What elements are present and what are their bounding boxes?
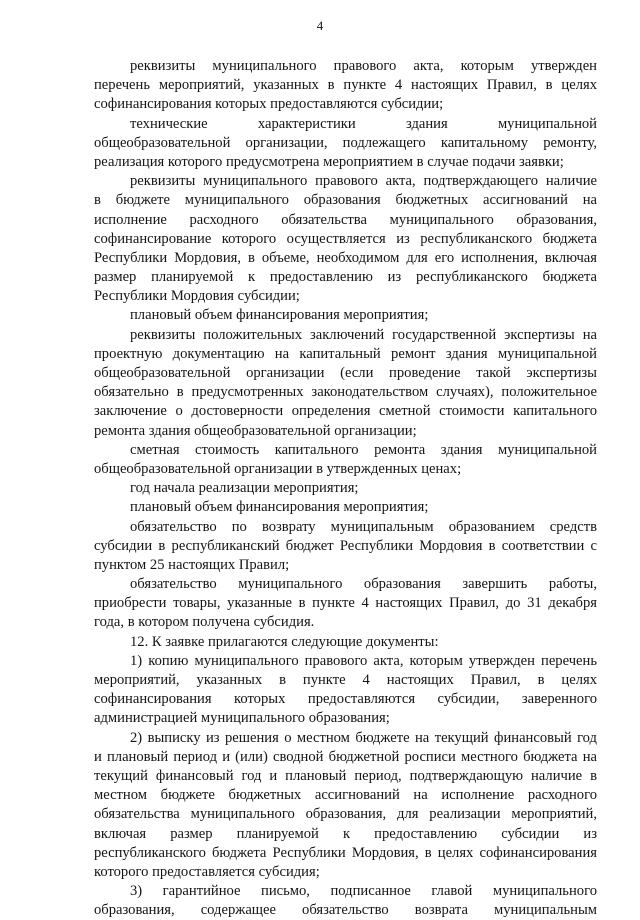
text-line: общеобразовательной организации, подлежащего капитальному ремонту, [94, 134, 597, 151]
text-line: администрацией муниципального образования; [94, 710, 390, 727]
text-line: текущий финансовый год и плановый период, подтверждающую наличие в [94, 767, 597, 784]
text-line: проектную документацию на капитальный ремонт здания муниципальной [94, 345, 597, 362]
text-line: пунктом 25 настоящих Правил; [94, 556, 290, 573]
text-line: образования, содержащее обязательство возврата муниципальным [94, 902, 597, 919]
text-line: размер планируемой к предоставлению из республиканского бюджета [94, 269, 597, 286]
page-number: 4 [316, 18, 324, 33]
text-line: местном бюджете бюджетных ассигнований на исполнение расходного [94, 787, 597, 804]
text-line: республиканского бюджета Республики Мордовия, в целях софинансирования [94, 844, 597, 861]
text-line: обязательство муниципального образования завершить работы, [130, 576, 597, 593]
text-line: реализация которого предусмотрена мероприятием в случае подачи заявки; [94, 153, 564, 170]
text-line: год начала реализации мероприятия; [130, 480, 359, 497]
text-line: которого предоставляется субсидия; [94, 863, 320, 880]
document-body [94, 57, 597, 920]
text-line: Республики Мордовия субсидии; [94, 288, 300, 305]
text-line: общеобразовательной организации (если проведение такой экспертизы [94, 365, 597, 381]
text-line: субсидии в республиканский бюджет Республики Мордовия в соответствии с [94, 537, 597, 554]
text-line: софинансирование которого осуществляется из республиканского бюджета [94, 230, 597, 247]
text-line: реквизиты муниципального правового акта, которым утвержден [130, 58, 597, 74]
text-line: Республики Мордовия, в объеме, необходимом для его исполнения, включая [94, 249, 597, 266]
text-line: года, в котором получена субсидия. [94, 614, 315, 631]
text-line: обязательства муниципального образования, для реализации мероприятий, [94, 806, 597, 823]
text-line: приобрести товары, указанные в пункте 4 настоящих Правил, до 31 декабря [94, 595, 597, 612]
text-line: 1) копию муниципального правового акта, которым утвержден перечень [130, 652, 597, 669]
text-line: обязательно в предусмотренных законодательством случаях), положительное [94, 384, 597, 401]
text-line: софинансирования которых предоставляются субсидии, заверенного [94, 691, 597, 708]
text-line: 3) гарантийное письмо, подписанное главой муниципального [130, 883, 597, 900]
text-line: реквизиты муниципального правового акта, подтверждающего наличие [130, 173, 597, 190]
text-line: в бюджете муниципального образования бюджетных ассигнований на [94, 192, 597, 209]
text-line: 2) выписку из решения о местном бюджете на текущий финансовый год [130, 729, 597, 746]
text-line: 12. К заявке прилагаются следующие документы: [130, 633, 439, 650]
text-line: включая размер планируемой к предоставлению субсидии из [94, 825, 597, 842]
text-line: ремонта здания общеобразовательной организации; [94, 422, 417, 439]
text-line: общеобразовательной организации в утвержденных ценах; [94, 460, 462, 477]
text-line: исполнение расходного обязательства муниципального образования, [94, 211, 597, 228]
text-line: плановый объем финансирования мероприятия; [130, 307, 429, 324]
text-line: сметная стоимость капитального ремонта здания муниципальной [130, 441, 597, 458]
text-line: и плановый период и (или) сводной бюджетной росписи местного бюджета на [94, 748, 597, 765]
text-line: мероприятий, указанных в пункте 4 настоящих Правил, в целях [94, 672, 597, 688]
text-line: заключение о достоверности определения сметной стоимости капитального [94, 403, 597, 420]
text-line: софинансирования которых предоставляются субсидии; [94, 96, 444, 113]
text-line: реквизиты положительных заключений государственной экспертизы на [130, 326, 597, 343]
text-line: перечень мероприятий, указанных в пункте 4 настоящих Правил, в целях [94, 77, 597, 94]
text-line: обязательство по возврату муниципальным образованием средств [130, 518, 597, 535]
text-line: плановый объем финансирования мероприятия; [130, 499, 429, 516]
text-line: технические характеристики здания муниципальной [130, 115, 597, 132]
